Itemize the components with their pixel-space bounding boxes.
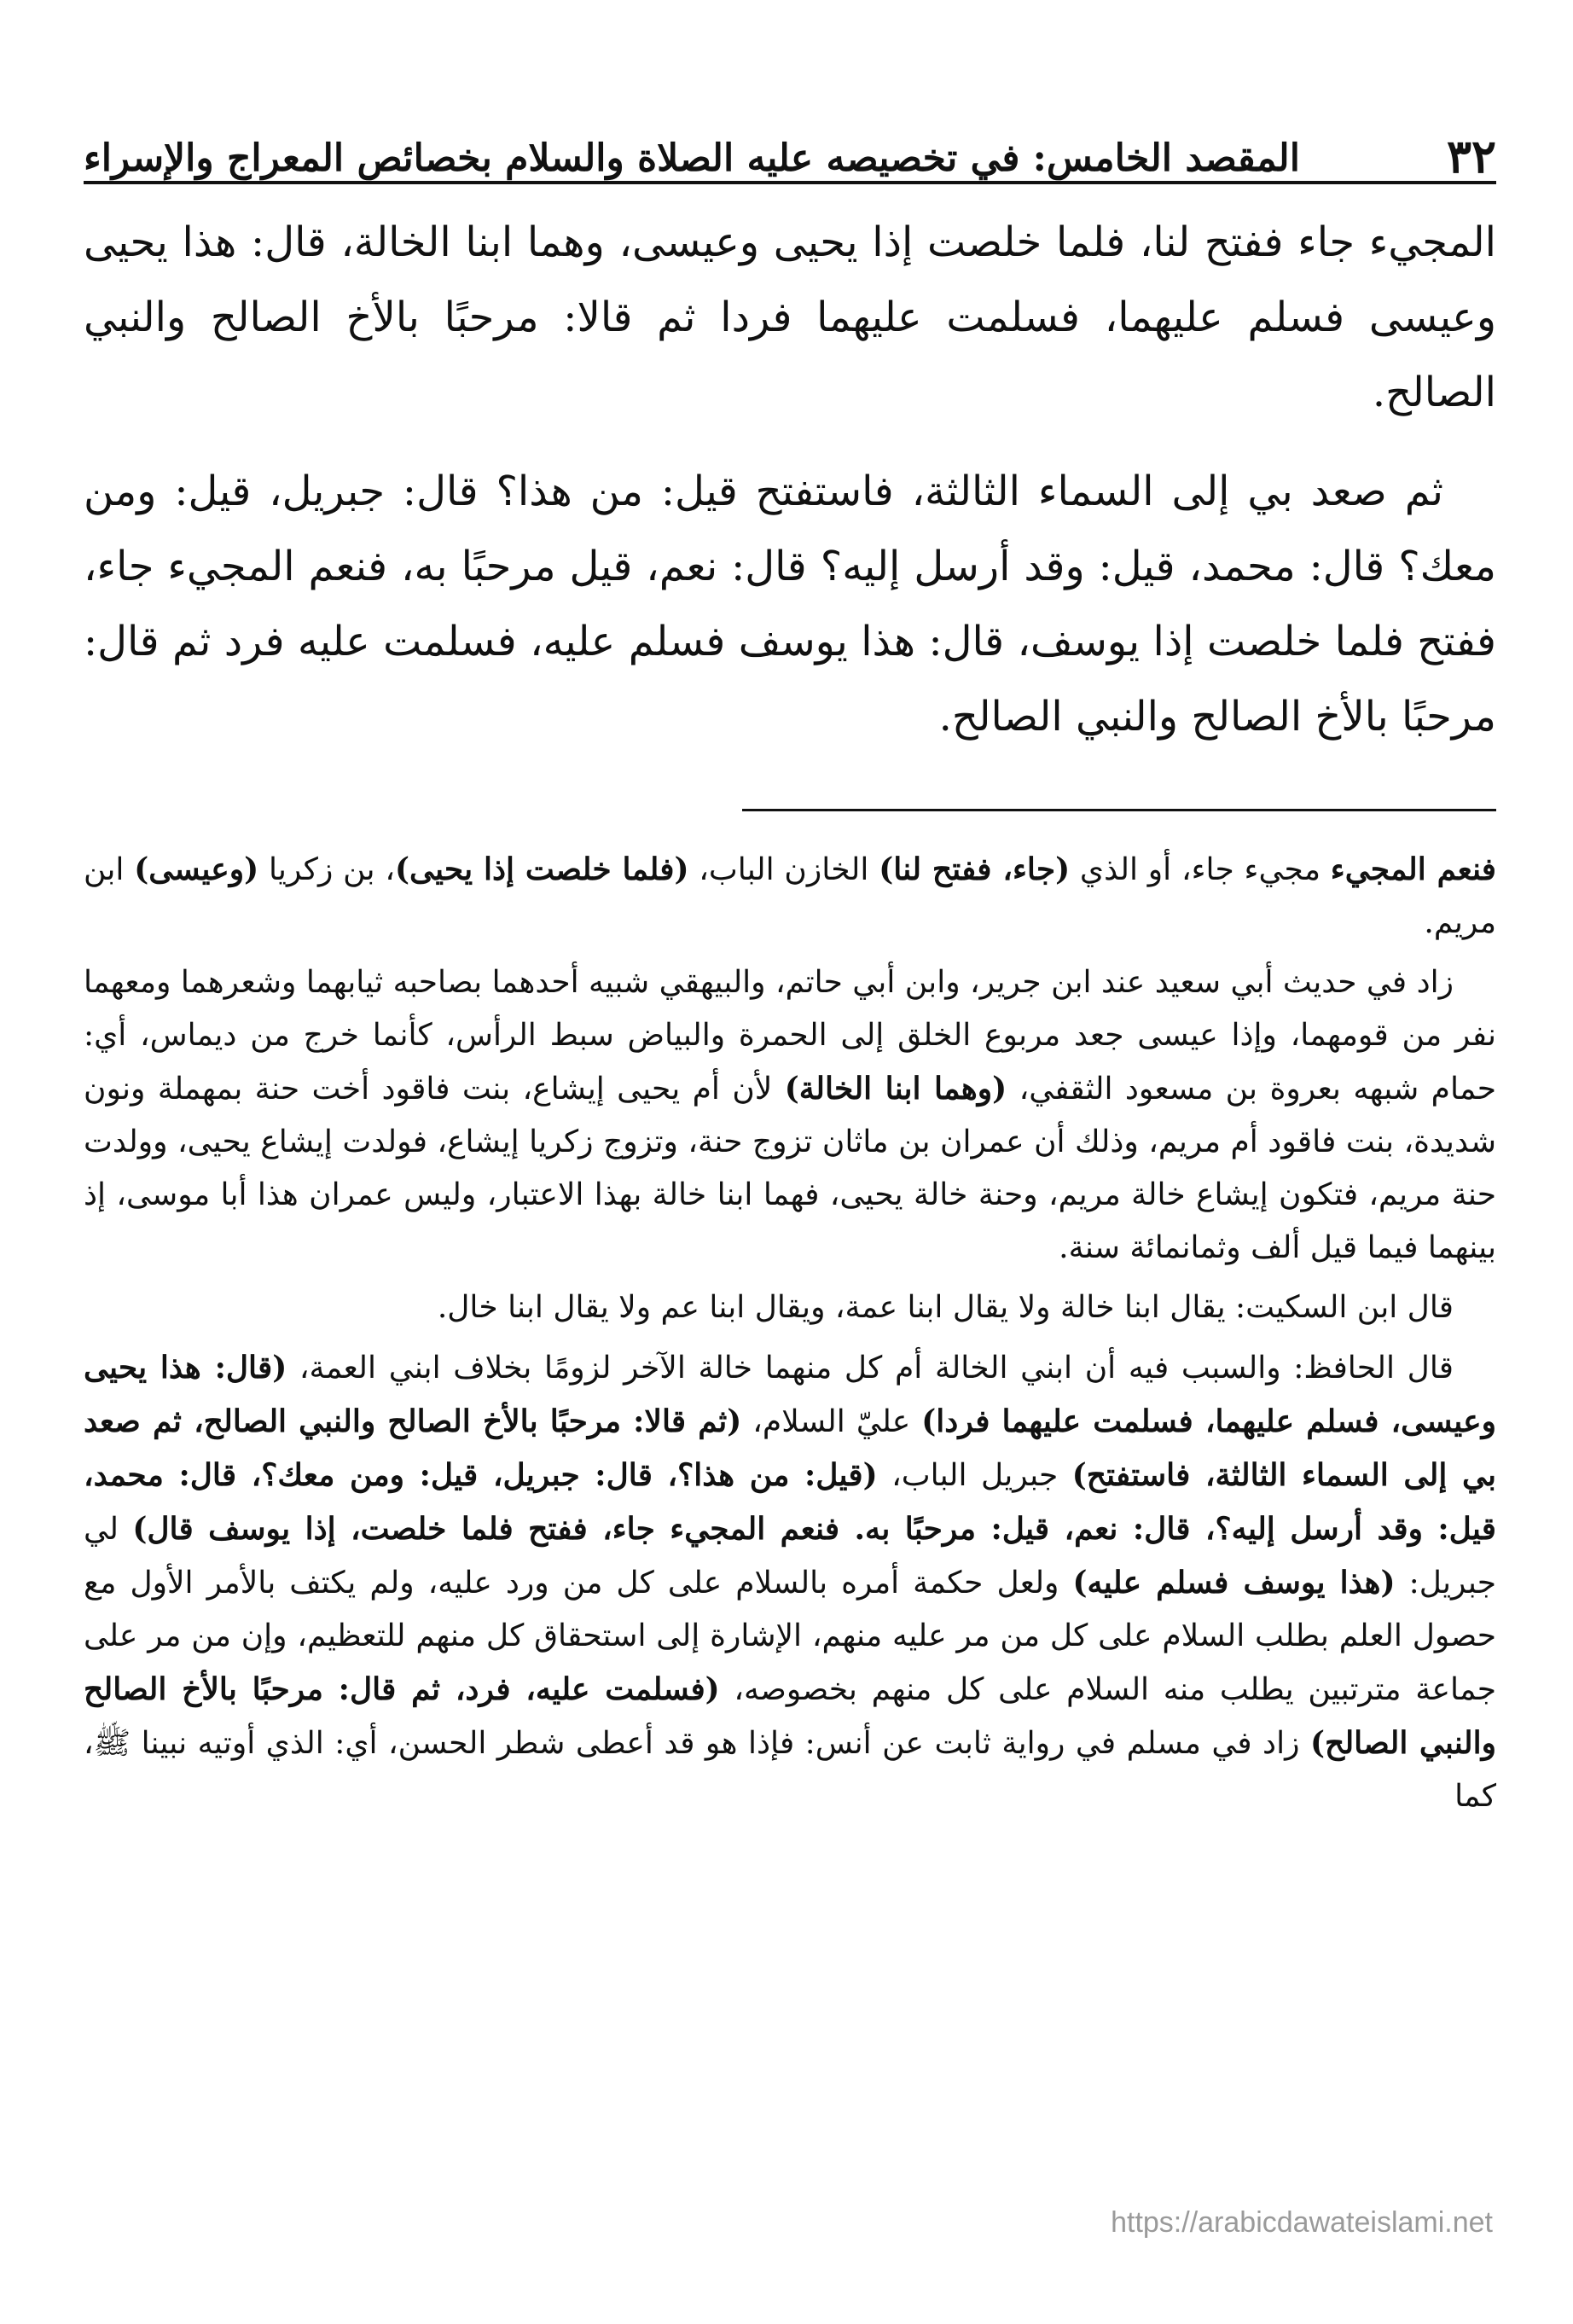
quoted-text: (فسلمت عليه، فرد، ثم قال: مرحبًا بالأخ الصالح والنبي الصالح)	[84, 1671, 1496, 1761]
quoted-text: (ثم قالا: مرحبًا بالأخ الصالح والنبي الصالح، ثم صعد بي إلى السماء الثالثة، فاستفتح)	[84, 1403, 1496, 1493]
commentary-paragraph	[84, 843, 1496, 950]
commentary	[84, 843, 1496, 1830]
quoted-text: (وعيسى)	[134, 851, 259, 887]
page-number: ٣٢	[1446, 129, 1496, 183]
commentary-text: قال الحافظ: والسبب فيه أن ابني الخالة أم كل منهما خالة الآخر لزومًا بخلاف ابني العمة،	[287, 1351, 1454, 1386]
commentary-text: مجيء جاء، أو الذي	[1070, 852, 1331, 887]
commentary-text: لأن أم يحيى إيشاع، بنت فاقود أخت حنة بمهملة ونون شديدة، بنت فاقود أم مريم، وذلك أن عمران بن ماثان تزوج حنة، وتزوج زكريا إيشاع، فولدت إيشاع يحيى، وولدت حنة مريم، فتكون إيشاع خالة مريم، وحنة خالة يحيى، فهما ابنا خالة بهذا الاعتبار، وليس عمران هذا أبا موسى، إذ بينهما فيما قيل ألف وثمانمائة سنة.	[84, 1072, 1496, 1265]
commentary-text: زاد في حديث أبي سعيد عند ابن جرير، وابن أبي حاتم، والبيهقي شبيه أحدهما بصاحبه ثيابهما وشعرهما ومعهما نفر من قومهما، وإذا عيسى جعد مربوع الخلق إلى الحمرة والبياض سبط الرأس، كأنما خرج من ديماس، أي: حمام شبهه بعروة بن مسعود الثقفي،	[84, 965, 1496, 1107]
quoted-text: (وهما ابنا الخالة)	[784, 1071, 1007, 1107]
main-paragraph: المجيء جاء ففتح لنا، فلما خلصت إذا يحيى وعيسى، وهما ابنا الخالة، قال: هذا يحيى وعيسى فسلم عليهما، فسلمت عليهما فردا ثم قالا: مرحبًا بالأخ الصالح والنبي الصالح.	[84, 218, 1497, 416]
commentary-text: جبريل الباب،	[877, 1458, 1072, 1493]
footnote-divider	[742, 809, 1496, 811]
page-header	[84, 101, 1496, 183]
main-paragraph: ثم صعد بي إلى السماء الثالثة، فاستفتح قيل: من هذا؟ قال: جبريل، قيل: ومن معك؟ قال: محمد، قيل: وقد أرسل إليه؟ قال: نعم، قيل مرحبًا به، فنعم المجيء جاء، ففتح فلما خلصت إذا يوسف، قال: هذا يوسف فسلم عليه، فسلمت عليه فرد ثم قال: مرحبًا بالأخ الصالح والنبي الصالح.	[84, 468, 1496, 741]
main-text	[84, 205, 1496, 778]
commentary-text: لي جبريل:	[84, 1512, 1496, 1601]
commentary-paragraph: قال ابن السكيت: يقال ابنا خالة ولا يقال ابنا عمة، ويقال ابنا عم ولا يقال ابنا خال.	[437, 1290, 1454, 1325]
commentary-text: الخازن الباب،	[688, 852, 879, 887]
commentary-text: ابن مريم.	[84, 852, 1496, 940]
quoted-text: (قيل: من هذا؟، قال: جبريل، قيل: ومن معك؟، قال: محمد، قيل: وقد أرسل إليه؟، قال: نعم، قيل: مرحبًا به. فنعم المجيء جاء، ففتح فلما خلصت، إذا يوسف قال)	[84, 1457, 1496, 1547]
quoted-text: فنعم المجيء	[1330, 851, 1497, 887]
quoted-text: (فلما خلصت إذا يحيى)	[394, 851, 689, 887]
commentary-paragraph	[84, 956, 1496, 1275]
quoted-text: (هذا يوسف فسلم عليه)	[1072, 1565, 1396, 1601]
commentary-text: ، بن زكريا	[258, 852, 395, 887]
commentary-text: عليّ السلام،	[741, 1404, 922, 1439]
running-title: المقصد الخامس: في تخصيصه عليه الصلاة والسلام بخصائص المعراج والإسراء	[84, 136, 1300, 180]
commentary-text: ولعل حكمة أمره بالسلام على كل من ورد عليه، ولم يكتف بالأمر الأول مع حصول العلم بطلب السلام على كل من مر عليه منهم، الإشارة إلى استحقاق كل منهم للتعظيم، وإن من مر على جماعة مترتبين يطلب منه السلام على كل منهم بخصوصه،	[84, 1566, 1497, 1707]
commentary-text: زاد في مسلم في رواية ثابت عن أنس: فإذا هو قد أعطى شطر الحسن، أي: الذي أوتيه نبينا ﷺ، كما	[84, 1726, 1496, 1814]
quoted-text: (جاء، ففتح لنا)	[879, 851, 1071, 887]
quoted-text: (قال: هذا يحيى وعيسى، فسلم عليهما، فسلمت عليهما فردا)	[84, 1350, 1497, 1439]
watermark-url: https://arabicdawateislami.net	[1111, 2206, 1493, 2239]
commentary-paragraph	[84, 1341, 1496, 1823]
header-divider	[84, 181, 1496, 184]
